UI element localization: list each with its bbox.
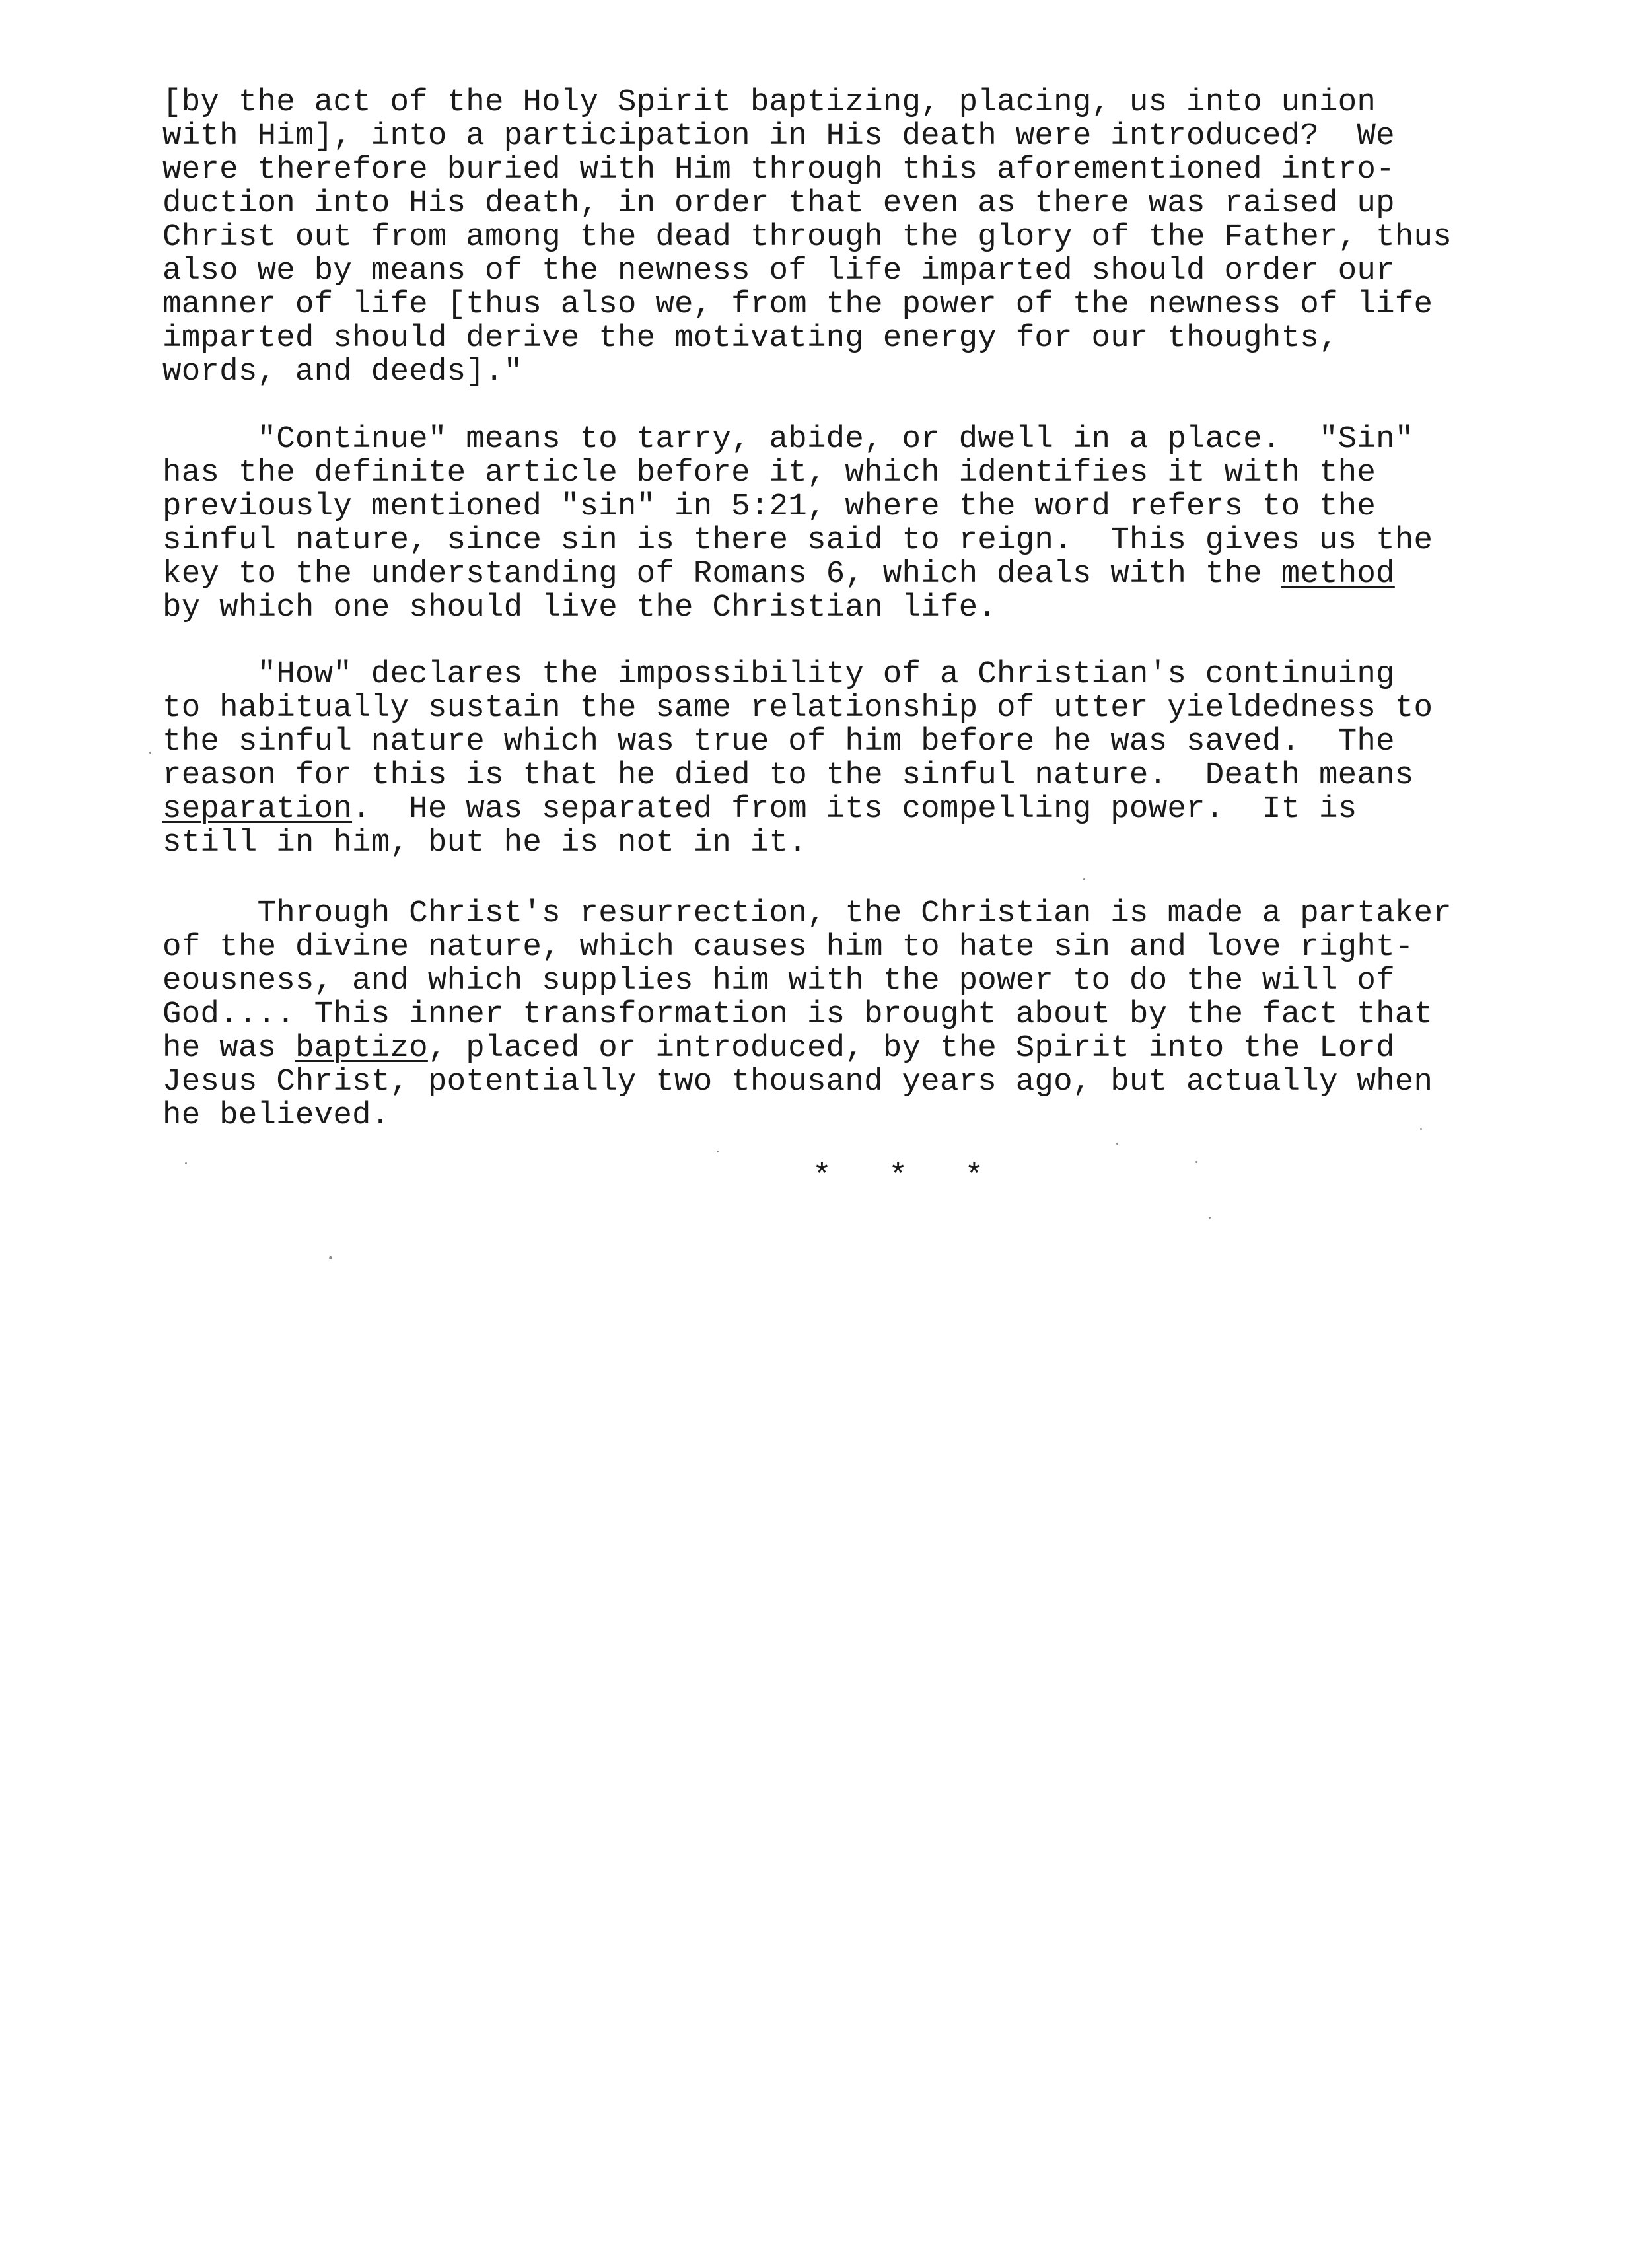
text-fragment: , placed or introduced, by the Spirit into the Lord bbox=[427, 1030, 1395, 1066]
text-line: Through Christ's resurrection, the Christian is made a partaker bbox=[162, 896, 1452, 931]
text-line: words, and deeds]." bbox=[162, 354, 523, 390]
text-line bbox=[162, 557, 1536, 591]
text-fragment: . He was separated from its compelling power. It is bbox=[352, 791, 1357, 827]
underlined-word: method bbox=[1281, 556, 1395, 592]
scan-speck bbox=[717, 1151, 719, 1152]
scan-speck bbox=[1116, 1143, 1118, 1145]
text-line: he believed. bbox=[162, 1098, 390, 1133]
text-line: manner of life [thus also we, from the power of the newness of life bbox=[162, 287, 1433, 322]
text-line: with Him], into a participation in His death were introduced? We bbox=[162, 118, 1395, 154]
text-line: the sinful nature which was true of him before he was saved. The bbox=[162, 724, 1395, 760]
text-line: "How" declares the impossibility of a Christian's continuing bbox=[162, 656, 1395, 692]
text-line: also we by means of the newness of life imparted should order our bbox=[162, 253, 1395, 289]
text-line: "Continue" means to tarry, abide, or dwell in a place. "Sin" bbox=[162, 421, 1414, 457]
text-line: reason for this is that he died to the sinful nature. Death means bbox=[162, 758, 1414, 793]
text-line: eousness, and which supplies him with the power to do the will of bbox=[162, 963, 1395, 999]
text-line: were therefore buried with Him through this aforementioned intro- bbox=[162, 152, 1395, 188]
underlined-word: baptizo bbox=[295, 1030, 428, 1066]
scan-speck bbox=[329, 1256, 332, 1259]
text-line: still in him, but he is not in it. bbox=[162, 825, 807, 861]
text-line: of the divine nature, which causes him to hate sin and love right- bbox=[162, 929, 1414, 965]
text-line: sinful nature, since sin is there said to reign. This gives us the bbox=[162, 522, 1433, 558]
text-line: imparted should derive the motivating energy for our thoughts, bbox=[162, 320, 1338, 356]
underlined-word: separation bbox=[162, 791, 353, 827]
scan-speck bbox=[1195, 1161, 1197, 1163]
text-fragment: he was bbox=[162, 1030, 295, 1066]
section-separator: * * * bbox=[812, 1159, 984, 1195]
paragraph-3 bbox=[162, 658, 1536, 860]
text-line: duction into His death, in order that even as there was raised up bbox=[162, 186, 1395, 221]
text-line: [by the act of the Holy Spirit baptizing, placing, us into union bbox=[162, 85, 1376, 120]
paragraph-2 bbox=[162, 423, 1536, 625]
scan-speck bbox=[185, 1162, 187, 1164]
scan-speck bbox=[1209, 1217, 1211, 1219]
text-line: Jesus Christ, potentially two thousand years ago, but actually when bbox=[162, 1064, 1433, 1100]
scan-speck bbox=[1083, 878, 1085, 880]
text-line: by which one should live the Christian life. bbox=[162, 590, 997, 625]
text-line bbox=[162, 1032, 1536, 1065]
text-line: has the definite article before it, which identifies it with the bbox=[162, 455, 1376, 491]
text-line: to habitually sustain the same relationship of utter yieldedness to bbox=[162, 690, 1433, 726]
text-line: Christ out from among the dead through the glory of the Father, thus bbox=[162, 219, 1452, 255]
paragraph-1 bbox=[162, 86, 1536, 389]
text-line: previously mentioned "sin" in 5:21, where the word refers to the bbox=[162, 489, 1376, 524]
text-line: God.... This inner transformation is brought about by the fact that bbox=[162, 997, 1433, 1032]
paragraph-4 bbox=[162, 897, 1536, 1133]
text-fragment: key to the understanding of Romans 6, which deals with the bbox=[162, 556, 1281, 592]
text-line bbox=[162, 793, 1536, 826]
scan-speck bbox=[149, 752, 151, 754]
scan-speck bbox=[1420, 1128, 1422, 1130]
